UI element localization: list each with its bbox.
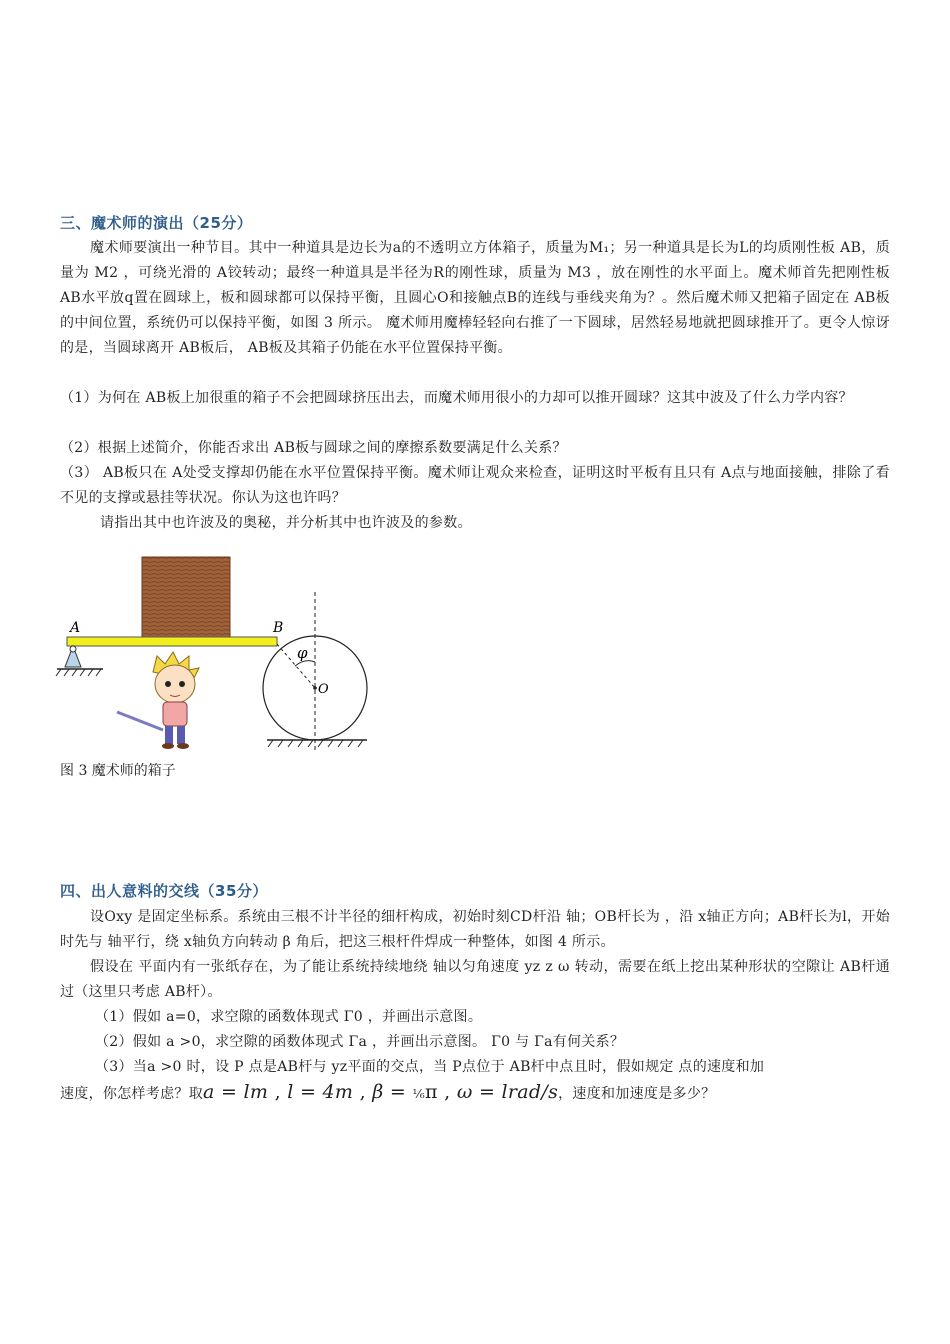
section4-question-1: （1）假如 a=0，求空隙的函数体现式 Γ0 ，并画出示意图。 xyxy=(95,1009,483,1025)
formula-parameters: a = lm , l = 4m , β = ¹⁄₆π , ω = lrad/s xyxy=(203,1081,559,1103)
figure-3-caption: 图 3 魔术师的箱子 xyxy=(60,763,176,779)
section3-question-3-followup: 请指出其中也许波及的奥秘，并分析其中也许波及的参数。 xyxy=(100,515,472,531)
section3-question-2: （2）根据上述简介，你能否求出 AB板与圆球之间的摩擦系数要满足什么关系？ xyxy=(60,440,567,456)
section3-question-1: （1）为何在 AB板上加很重的箱子不会把圆球挤压出去，而魔术师用很小的力却可以推开圆球？这其中波及了什么力学内容？ xyxy=(60,390,853,406)
label-b: B xyxy=(273,620,284,636)
section4-paragraph-2: 假设在 平面内有一张纸存在，为了能让系统持续地绕 轴以匀角速度 yz z ω 转动，需要在纸上挖出某种形状的空隙让 AB杆通过（这里只考虑 AB杆）。 xyxy=(60,959,890,1000)
question-3-suffix: ，速度和加速度是多少？ xyxy=(558,1086,716,1102)
formula-beta: β = xyxy=(372,1081,413,1103)
label-o: O xyxy=(318,682,329,697)
magician-illustration xyxy=(117,652,199,749)
section4-title: 四、出人意料的交线（35分） xyxy=(60,882,268,900)
question-3-prefix: 速度，你怎样考虑？取 xyxy=(60,1086,203,1102)
section3-paragraph: 魔术师要演出一种节目。其中一种道具是边长为a的不透明立方体箱子，质量为M₁；另一种道具是长为L的均质刚性板 AB，质量为 M2 ，可绕光滑的 A铰转动；最终一种道具是半径为R的刚性球，质量为 M3 ，放在刚性的水平面上。魔术师首先把刚性板 AB水平放q置在圆球上，板和圆球都可以保持平衡，且圆心O和接触点B的连线与垂线夹角为？。然后魔术师又把箱子固定在 AB板的中间位置，系统仍可以保持平衡，如图 3 所示。 魔术师用魔棒轻轻向右推了一下圆球，居然轻易地就把圆球推开了。更令人惊讶的是，当圆球离开 AB板后， AB板及其箱子仍能在水平位置保持平衡。 xyxy=(60,240,890,356)
cube-box xyxy=(142,557,230,637)
section3-title: 三、魔术师的演出（25分） xyxy=(60,214,253,232)
formula-omega: ω = lrad/s xyxy=(456,1081,559,1103)
figure-3-magician-box xyxy=(55,552,385,757)
section4-question-2: （2）假如 a >0，求空隙的函数体现式 Γa ，并画出示意图。 Γ0 与 Γa有何关系？ xyxy=(95,1034,625,1050)
section3-question-3: （3） AB板只在 A处受支撑却仍能在水平位置保持平衡。魔术师让观众来检查，证明这时平板有且只有 A点与地面接触，排除了看不见的支撑或悬挂等状况。你认为这也许吗？ xyxy=(60,465,890,506)
formula-pi: π xyxy=(425,1081,438,1103)
formula-l: l = 4m xyxy=(287,1081,354,1103)
formula-a: a = lm xyxy=(203,1081,269,1103)
formula-beta-fraction: ¹⁄₆ xyxy=(412,1087,425,1101)
label-a: A xyxy=(70,620,81,636)
label-phi: φ xyxy=(297,644,308,662)
section4-question-3-cont xyxy=(60,1080,890,1107)
section4-question-3: （3）当a >0 时，设 P 点是AB杆与 yz平面的交点，当 P点位于 AB杆中点且时，假如规定 点的速度和加 xyxy=(95,1059,765,1075)
plank-ab xyxy=(67,637,277,646)
section4-paragraph-1: 设Oxy 是固定坐标系。系统由三根不计半径的细杆构成，初始时刻CD杆沿 轴；OB杆长为 ，沿 x轴正方向；AB杆长为l，开始时先与 轴平行，绕 x轴负方向转动 β 角后，把这三根杆件焊成一种整体，如图 4 所示。 xyxy=(60,909,890,950)
